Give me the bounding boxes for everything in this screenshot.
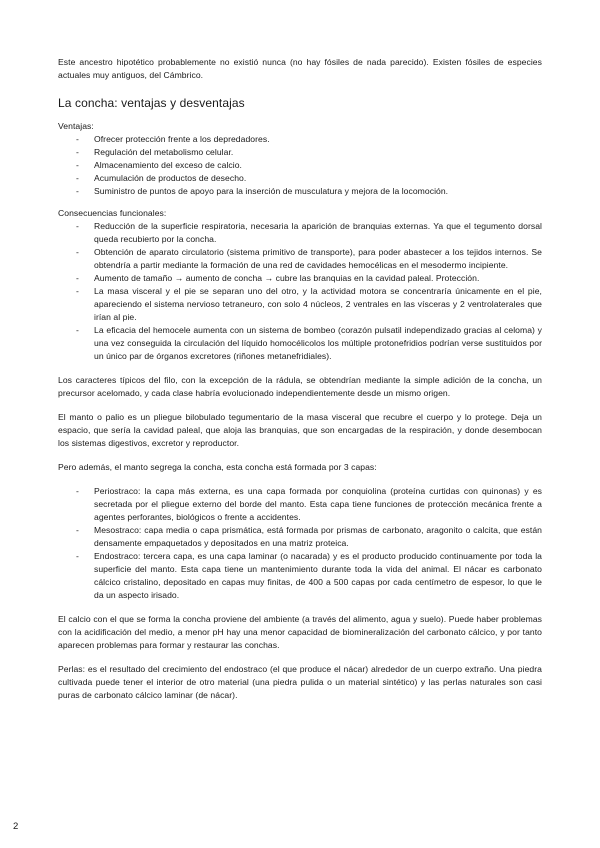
list-item: - Aumento de tamaño → aumento de concha → cubre las branquias en la cavidad paleal. Protección. [58,272,542,285]
list-item: - Periostraco: la capa más externa, es una capa formada por conquiolina (proteína curtidas con quinonas) y es secretada por el pliegue externo del borde del manto. Esta capa tiene funciones de protección mecánica frente a agentes perforantes, biológicos o frente a accidentes. [58,485,542,524]
capas-list [58,485,542,602]
list-item: - Regulación del metabolismo celular. [58,146,542,159]
page-number: 2 [13,821,19,832]
list-item: - Acumulación de productos de desecho. [58,172,542,185]
manto-paragraph: El manto o palio es un pliegue bilobulado tegumentario de la masa visceral que recubre el cuerpo y lo protege. Deja un espacio, que sería la cavidad paleal, que aloja las branquias, que son encargadas de la respiración, y donde desembocan los sistemas digestivos, excretor y reproductor. [58,412,542,448]
caracteres-paragraph: Los caracteres típicos del filo, con la excepción de la rádula, se obtendrían mediante la simple adición de la concha, un precursor acelomado, y cada clase habría evolucionado independientemente desde un mismo origen. [58,375,542,398]
section-title: La concha: ventajas y desventajas [58,96,245,110]
list-item: - Suministro de puntos de apoyo para la inserción de musculatura y mejora de la locomoción. [58,185,542,198]
ventajas-list [58,133,542,198]
calcio-paragraph: El calcio con el que se forma la concha proviene del ambiente (a través del alimento, agua y suelo). Puede haber problemas con la acidificación del medio, a menor pH hay una menor capacidad de biomineralización del carbonato cálcico, y por tanto aparecen problemas para formar y restaurar las conchas. [58,614,542,650]
capas-paragraph: Pero además, el manto segrega la concha, esta concha está formada por 3 capas: [58,462,377,472]
list-item: - Ofrecer protección frente a los depredadores. [58,133,542,146]
perlas-paragraph: Perlas: es el resultado del crecimiento del endostraco (el que produce el nácar) alrededor de un cuerpo extraño. Una piedra cultivada puede tener el interior de otro material (una piedra pulida o un material sintético) y las perlas naturales son casi puras de carbonato cálcico laminar (de nácar). [58,664,542,700]
intro-paragraph: Este ancestro hipotético probablemente no existió nunca (no hay fósiles de nada parecido). Existen fósiles de especies actuales muy antiguos, del Cámbrico. [58,57,542,80]
list-item: - Endostraco: tercera capa, es una capa laminar (o nacarada) y es el producto producido continuamente por toda la superficie del manto. Esta capa tiene un mantenimiento durante toda la vida del animal. El nácar es carbonato cálcico cristalino, depositado en capas muy finitas, de 400 a 500 capas por cada centímetro de espesor, lo que le da un aspecto irisado. [58,550,542,602]
list-item: - Obtención de aparato circulatorio (sistema primitivo de transporte), para poder abastecer a los tejidos internos. Se obtendría a partir mediante la formación de una red de cavidades hemocélicas en el mesodermo incipiente. [58,246,542,272]
list-item: - La eficacia del hemocele aumenta con un sistema de bombeo (corazón pulsatil independizado gracias al celoma) y una vez conseguida la circulación del líquido homocélicolos los múltiple protonefridios podrían verse sustituidos por un único par de órganos excretores (riñones metanefridiales). [58,324,542,363]
ventajas-label: Ventajas: [58,121,94,131]
consecuencias-list [58,220,542,363]
list-item: - Mesostraco: capa media o capa prismática, está formada por prismas de carbonato, aragonito o calcita, que están densamente empaquetados y depositados en una matriz proteica. [58,524,542,550]
list-item: - Reducción de la superficie respiratoria, necesaria la aparición de branquias externas. Ya que el tegumento dorsal queda recubierto por la concha. [58,220,542,246]
list-item: - La masa visceral y el pie se separan uno del otro, y la actividad motora se concentraría únicamente en el pie, apareciendo el sistema nervioso tetraneuro, con solo 4 núcleos, 2 ventrales en las vísceras y 2 ventrolaterales que irían al pie. [58,285,542,324]
consecuencias-label: Consecuencias funcionales: [58,208,167,218]
list-item: - Almacenamiento del exceso de calcio. [58,159,542,172]
document-page [58,56,542,702]
